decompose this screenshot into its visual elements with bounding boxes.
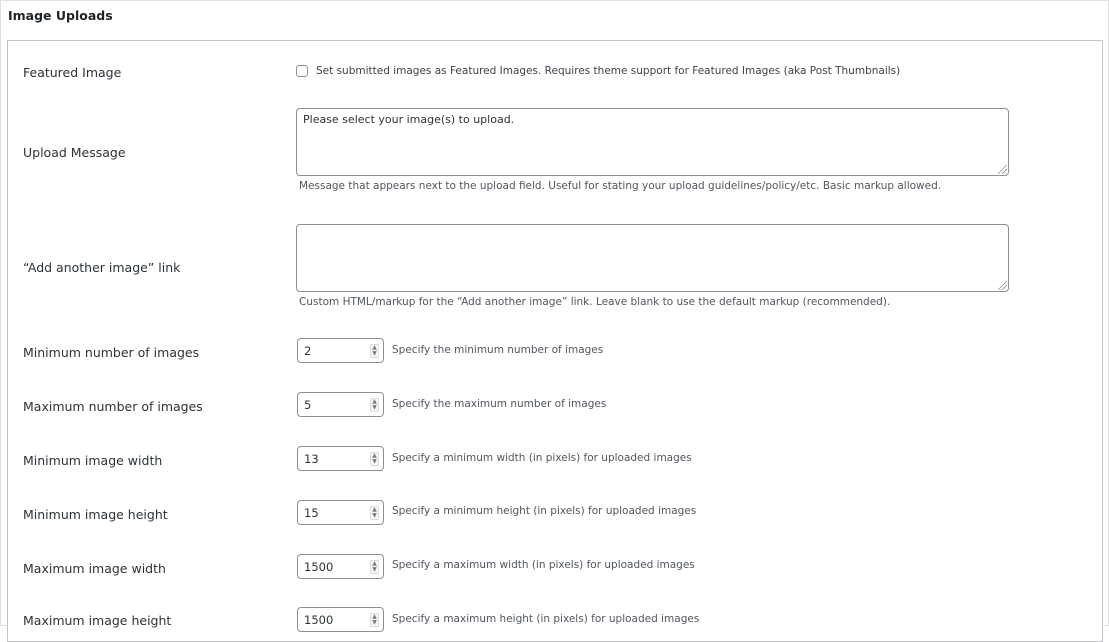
resize-handle-icon[interactable]: [998, 165, 1007, 174]
stepper-icon[interactable]: ▲ ▼: [370, 344, 379, 358]
min-images-label: Minimum number of images: [23, 345, 200, 360]
stepper-icon[interactable]: ▲ ▼: [370, 613, 379, 627]
stepper-icon[interactable]: ▲ ▼: [370, 452, 379, 466]
upload-message-textarea[interactable]: [296, 108, 1009, 176]
min-images-value: 2: [304, 344, 312, 358]
min-images-input[interactable]: [297, 338, 384, 363]
min-height-value: 15: [304, 506, 319, 520]
max-width-help: Specify a maximum width (in pixels) for uploaded images: [392, 559, 695, 571]
add-another-textarea[interactable]: [296, 224, 1009, 292]
upload-message-label: Upload Message: [23, 145, 126, 160]
max-width-label: Maximum image width: [23, 561, 166, 576]
stepper-icon[interactable]: ▲ ▼: [370, 560, 379, 574]
max-images-input[interactable]: [297, 392, 384, 417]
max-height-help: Specify a maximum height (in pixels) for uploaded images: [392, 613, 700, 625]
featured-image-checkbox[interactable]: [296, 65, 308, 77]
max-images-value: 5: [304, 398, 312, 412]
stepper-icon[interactable]: ▲ ▼: [370, 506, 379, 520]
resize-handle-icon[interactable]: [998, 281, 1007, 290]
max-height-value: 1500: [304, 613, 334, 627]
min-height-label: Minimum image height: [23, 507, 168, 522]
max-height-input[interactable]: [297, 607, 384, 632]
featured-image-checkbox-label[interactable]: Set submitted images as Featured Images. Requires theme support for Featured Images (aka Post Thumbnails): [316, 65, 901, 77]
min-height-help: Specify a minimum height (in pixels) for uploaded images: [392, 505, 697, 517]
min-images-help: Specify the minimum number of images: [392, 344, 604, 356]
upload-message-help: Message that appears next to the upload field. Useful for stating your upload guidelines/policy/etc. Basic markup allowed.: [299, 180, 942, 192]
min-width-value: 13: [304, 452, 319, 466]
stepper-icon[interactable]: ▲ ▼: [370, 398, 379, 412]
min-width-label: Minimum image width: [23, 453, 163, 468]
add-another-label: “Add another image” link: [23, 260, 181, 275]
min-width-input[interactable]: [297, 446, 384, 471]
add-another-help: Custom HTML/markup for the “Add another image” link. Leave blank to use the default markup (recommended).: [299, 296, 891, 308]
section-title: Image Uploads: [8, 8, 113, 23]
max-width-value: 1500: [304, 560, 334, 574]
min-width-help: Specify a minimum width (in pixels) for uploaded images: [392, 452, 692, 464]
max-images-label: Maximum number of images: [23, 399, 203, 414]
max-height-label: Maximum image height: [23, 613, 172, 628]
max-images-help: Specify the maximum number of images: [392, 398, 607, 410]
upload-message-value: Please select your image(s) to upload.: [303, 113, 515, 126]
min-height-input[interactable]: [297, 500, 384, 525]
max-width-input[interactable]: [297, 554, 384, 579]
featured-image-label: Featured Image: [23, 65, 122, 80]
